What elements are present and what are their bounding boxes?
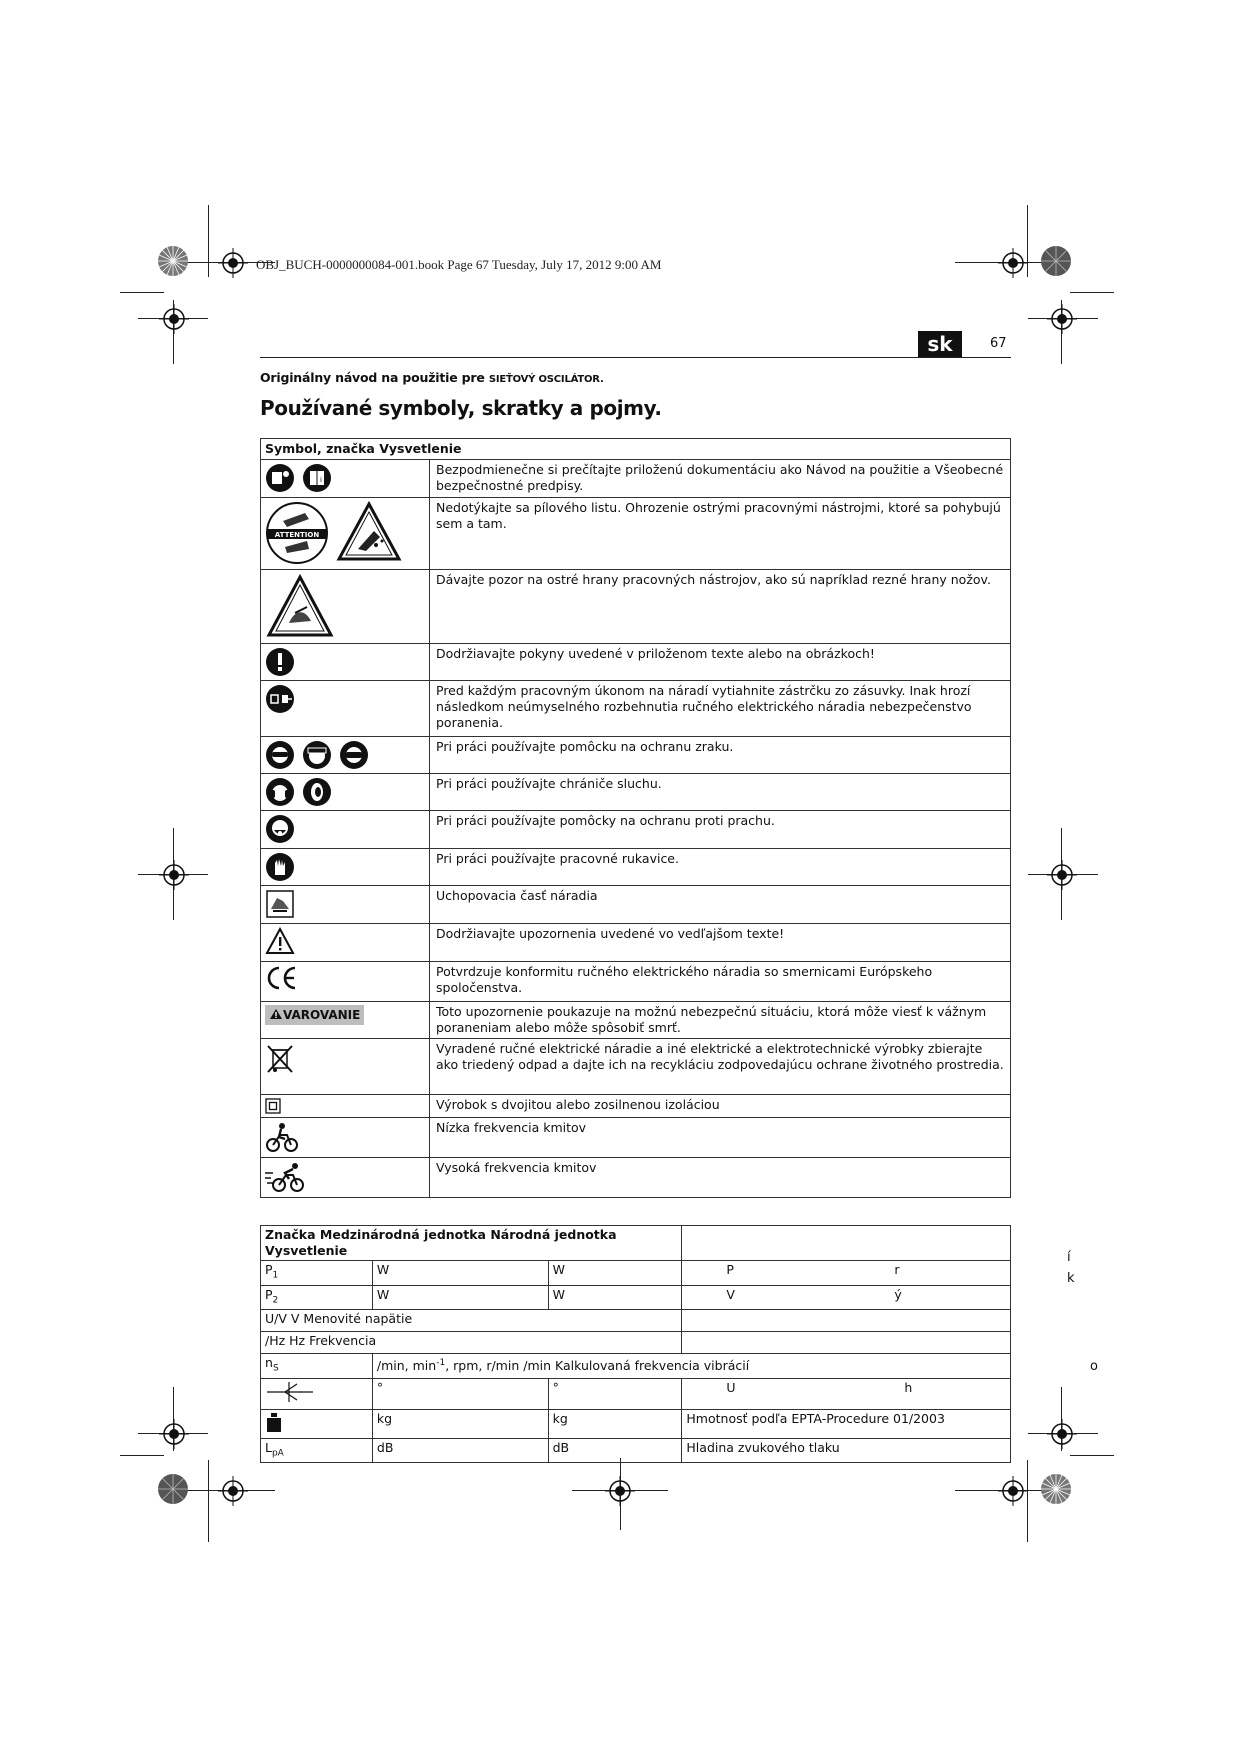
unit-explanation xyxy=(682,1310,1011,1332)
symbol-description: Uchopovacia časť náradia xyxy=(430,886,1011,924)
unit-explanation xyxy=(682,1378,1011,1409)
table-row xyxy=(261,811,1011,849)
unit-symbol xyxy=(261,1261,373,1286)
subtitle-main: Originálny návod na použitie pre xyxy=(260,370,489,385)
goggles-icon xyxy=(339,740,369,770)
unit-symbol xyxy=(261,1438,373,1463)
table-row xyxy=(261,1354,1011,1379)
unit-international: ° xyxy=(372,1378,548,1409)
symbol-cell xyxy=(261,737,430,774)
symbol-description: Toto upozornenie poukazuje na možnú nebezpečnú situáciu, ktorá môže viesť k vážnym poraneniam alebo môže spôsobiť smrť. xyxy=(430,1002,1011,1039)
table-row xyxy=(261,886,1011,924)
subtitle-product: SIEŤOVÝ OSCILÁTOR. xyxy=(488,374,604,385)
symbol-cell xyxy=(261,1118,430,1158)
table-row xyxy=(261,1095,1011,1118)
fragment: ý xyxy=(894,1286,902,1302)
page-number: 67 xyxy=(990,336,1007,351)
symbol-cell xyxy=(261,681,430,737)
face-shield-icon xyxy=(302,740,332,770)
symbol-cell xyxy=(261,1158,430,1198)
symbol-cell xyxy=(261,962,430,1002)
symbol-cell xyxy=(261,774,430,811)
symbol-cell xyxy=(261,924,430,962)
color-rosette-icon xyxy=(1040,1473,1072,1505)
unit-national: W xyxy=(548,1261,682,1286)
exclamation-icon xyxy=(265,647,295,677)
eye-protection-icon xyxy=(265,740,295,770)
unit-merged-text: , rpm, r/min /min Kalkulovaná frekvencia vibrácií xyxy=(445,1358,750,1374)
symbol-cell xyxy=(261,1002,430,1039)
crossed-bin-icon xyxy=(265,1042,295,1074)
overflow-fragment: í xyxy=(1067,1250,1071,1265)
unit-symbol-main: L xyxy=(265,1439,272,1455)
page-title: Používané symboly, skratky a pojmy. xyxy=(260,396,662,420)
unit-symbol-main: P xyxy=(265,1286,273,1302)
dust-mask-icon xyxy=(265,814,295,844)
unit-merged-text: /Hz Hz Frekvencia xyxy=(265,1333,377,1348)
ear-protection-icon xyxy=(265,777,295,807)
overflow-fragment: k xyxy=(1067,1271,1075,1286)
table-row xyxy=(261,774,1011,811)
table-row xyxy=(261,962,1011,1002)
angle-icon xyxy=(265,1380,315,1404)
registration-target-icon xyxy=(218,1476,248,1506)
header-rule xyxy=(260,357,1011,358)
symbol-description: Dávajte pozor na ostré hrany pracovných nástrojov, ako sú napríklad rezné hrany nožov. xyxy=(430,570,1011,644)
table-header-row xyxy=(261,1226,1011,1261)
fragment: U xyxy=(726,1379,736,1395)
table-row xyxy=(261,1409,1011,1438)
table-row xyxy=(261,1285,1011,1310)
unit-international: kg xyxy=(372,1409,548,1438)
unit-national: ° xyxy=(548,1378,682,1409)
symbol-description: Pri práci používajte pomôcku na ochranu zraku. xyxy=(430,737,1011,774)
symbol-description: Potvrdzuje konformitu ručného elektrického náradia so smernicami Európskeho spoločenstva. xyxy=(430,962,1011,1002)
symbol-cell xyxy=(261,498,430,570)
symbol-description: Dodržiavajte upozornenia uvedené vo vedľajšom texte! xyxy=(430,924,1011,962)
symbol-description: Výrobok s dvojitou alebo zosilnenou izoláciou xyxy=(430,1095,1011,1118)
attention-blade-icon xyxy=(265,501,329,565)
fragment: r xyxy=(894,1262,900,1277)
registration-target-icon xyxy=(1047,860,1077,890)
unit-symbol xyxy=(261,1354,373,1379)
svg-text:ATTENTION: ATTENTION xyxy=(274,531,320,539)
table-row xyxy=(261,644,1011,681)
symbol-cell xyxy=(261,886,430,924)
table-row xyxy=(261,570,1011,644)
unit-merged-cell xyxy=(261,1310,682,1332)
units-table xyxy=(260,1225,1011,1463)
unit-national: W xyxy=(548,1285,682,1310)
symbol-cell xyxy=(261,1039,430,1095)
table-row xyxy=(261,1118,1011,1158)
table-row xyxy=(261,737,1011,774)
header-empty-cell xyxy=(682,1226,1011,1261)
registration-target-icon xyxy=(998,248,1028,278)
table-row xyxy=(261,924,1011,962)
registration-target-icon xyxy=(998,1476,1028,1506)
color-rosette-icon xyxy=(1040,245,1072,277)
registration-target-icon xyxy=(159,860,189,890)
symbol-description: Vysoká frekvencia kmitov xyxy=(430,1158,1011,1198)
units-table-header: Značka Medzinárodná jednotka Národná jednotka Vysvetlenie xyxy=(261,1226,682,1261)
color-rosette-icon xyxy=(157,245,189,277)
unit-international: dB xyxy=(372,1438,548,1463)
symbol-description: Nedotýkajte sa pílového listu. Ohrozenie ostrými pracovnými nástrojmi, ktoré sa pohybujú sem a tam. xyxy=(430,498,1011,570)
unit-explanation xyxy=(682,1261,1011,1286)
unit-explanation xyxy=(682,1332,1011,1354)
color-rosette-icon xyxy=(157,1473,189,1505)
fast-cyclist-icon xyxy=(265,1161,307,1193)
language-badge: sk xyxy=(918,331,962,357)
symbols-table-header: Symbol, značka Vysvetlenie xyxy=(261,439,1011,460)
varovanie-label-text: VAROVANIE xyxy=(283,1008,361,1022)
slow-cyclist-icon xyxy=(265,1121,299,1153)
table-header-row xyxy=(261,439,1011,460)
varovanie-label-icon xyxy=(265,1005,364,1025)
table-row xyxy=(261,498,1011,570)
unit-explanation: Hladina zvukového tlaku xyxy=(682,1438,1011,1463)
gloves-icon xyxy=(265,852,295,882)
table-row xyxy=(261,1158,1011,1198)
svg-text:i: i xyxy=(319,476,322,484)
unit-explanation: Hmotnosť podľa EPTA-Procedure 01/2003 xyxy=(682,1409,1011,1438)
fragment: h xyxy=(904,1379,913,1395)
table-row xyxy=(261,1438,1011,1463)
symbol-description: Nízka frekvencia kmitov xyxy=(430,1118,1011,1158)
weight-icon xyxy=(265,1411,283,1433)
registration-target-icon xyxy=(1047,1419,1077,1449)
table-row xyxy=(261,849,1011,886)
unit-symbol-sub: S xyxy=(272,1363,279,1374)
symbol-description: Pri práci používajte pomôcky na ochranu proti prachu. xyxy=(430,811,1011,849)
registration-target-icon xyxy=(1047,304,1077,334)
unit-superscript: -1 xyxy=(436,1358,446,1368)
ear-muffs-icon xyxy=(302,777,332,807)
table-row xyxy=(261,460,1011,498)
unit-explanation xyxy=(682,1285,1011,1310)
warning-triangle-icon xyxy=(265,927,295,955)
fragment: P xyxy=(726,1262,734,1277)
document-subtitle xyxy=(260,370,604,385)
symbol-description: Pri práci používajte chrániče sluchu. xyxy=(430,774,1011,811)
symbol-cell xyxy=(261,1095,430,1118)
warning-triangle-blade-icon xyxy=(336,501,402,563)
print-header: OBJ_BUCH-0000000084-001.book Page 67 Tuesday, July 17, 2012 9:00 AM xyxy=(256,257,662,272)
unit-symbol xyxy=(261,1285,373,1310)
read-manual-icon xyxy=(265,463,295,493)
overflow-fragment: o xyxy=(1090,1359,1098,1374)
symbol-cell xyxy=(261,644,430,681)
symbol-description: Pri práci používajte pracovné rukavice. xyxy=(430,849,1011,886)
symbol-description: Vyradené ručné elektrické náradie a iné elektrické a elektrotechnické výrobky zbierajte ako triedený odpad a dajte ich na recykláciu zodpovedajúcu ochrane životného prostredia. xyxy=(430,1039,1011,1095)
unplug-icon xyxy=(265,684,295,714)
unit-merged-text: U/V V Menovité napätie xyxy=(265,1311,413,1326)
symbol-cell xyxy=(261,849,430,886)
unit-merged-cell xyxy=(261,1332,682,1354)
unit-symbol-sub: 2 xyxy=(272,1295,279,1305)
grip-area-icon xyxy=(265,889,295,919)
unit-international: W xyxy=(372,1285,548,1310)
symbol-description: Bezpodmienečne si prečítajte priloženú dokumentáciu ako Návod na použitie a Všeobecné bezpečnostné predpisy. xyxy=(430,460,1011,498)
unit-merged-cell xyxy=(372,1354,1010,1379)
unit-merged-text: /min, min xyxy=(376,1358,437,1374)
registration-target-icon xyxy=(159,1419,189,1449)
symbol-cell xyxy=(261,570,430,644)
warning-sharp-edges-icon xyxy=(265,573,335,639)
fragment: V xyxy=(726,1286,735,1302)
unit-national: dB xyxy=(548,1438,682,1463)
unit-international: W xyxy=(372,1261,548,1286)
unit-national: kg xyxy=(548,1409,682,1438)
unit-symbol-sub: 1 xyxy=(272,1270,279,1281)
symbol-description: Dodržiavajte pokyny uvedené v priloženom texte alebo na obrázkoch! xyxy=(430,644,1011,681)
ce-mark-icon xyxy=(265,965,299,991)
symbol-cell xyxy=(261,811,430,849)
unit-symbol-main: n xyxy=(265,1355,273,1370)
table-row xyxy=(261,1261,1011,1286)
table-row xyxy=(261,1378,1011,1409)
book-icon xyxy=(302,463,332,493)
registration-target-icon xyxy=(159,304,189,334)
unit-symbol-sub: pA xyxy=(271,1448,284,1458)
double-insulation-icon xyxy=(265,1098,281,1114)
table-row xyxy=(261,681,1011,737)
registration-target-icon xyxy=(605,1476,635,1506)
unit-symbol xyxy=(261,1409,373,1438)
symbol-description: Pred každým pracovným úkonom na náradí vytiahnite zástrčku zo zásuvky. Inak hrozí následkom neúmyselného rozbehnutia ručného elektrického náradia nebezpečenstvo poranenia. xyxy=(430,681,1011,737)
table-row xyxy=(261,1002,1011,1039)
registration-target-icon xyxy=(218,248,248,278)
table-row xyxy=(261,1310,1011,1332)
symbols-table xyxy=(260,438,1011,1198)
unit-symbol xyxy=(261,1378,373,1409)
table-row xyxy=(261,1039,1011,1095)
unit-symbol-main: P xyxy=(265,1262,273,1277)
table-row xyxy=(261,1332,1011,1354)
symbol-cell xyxy=(261,460,430,498)
